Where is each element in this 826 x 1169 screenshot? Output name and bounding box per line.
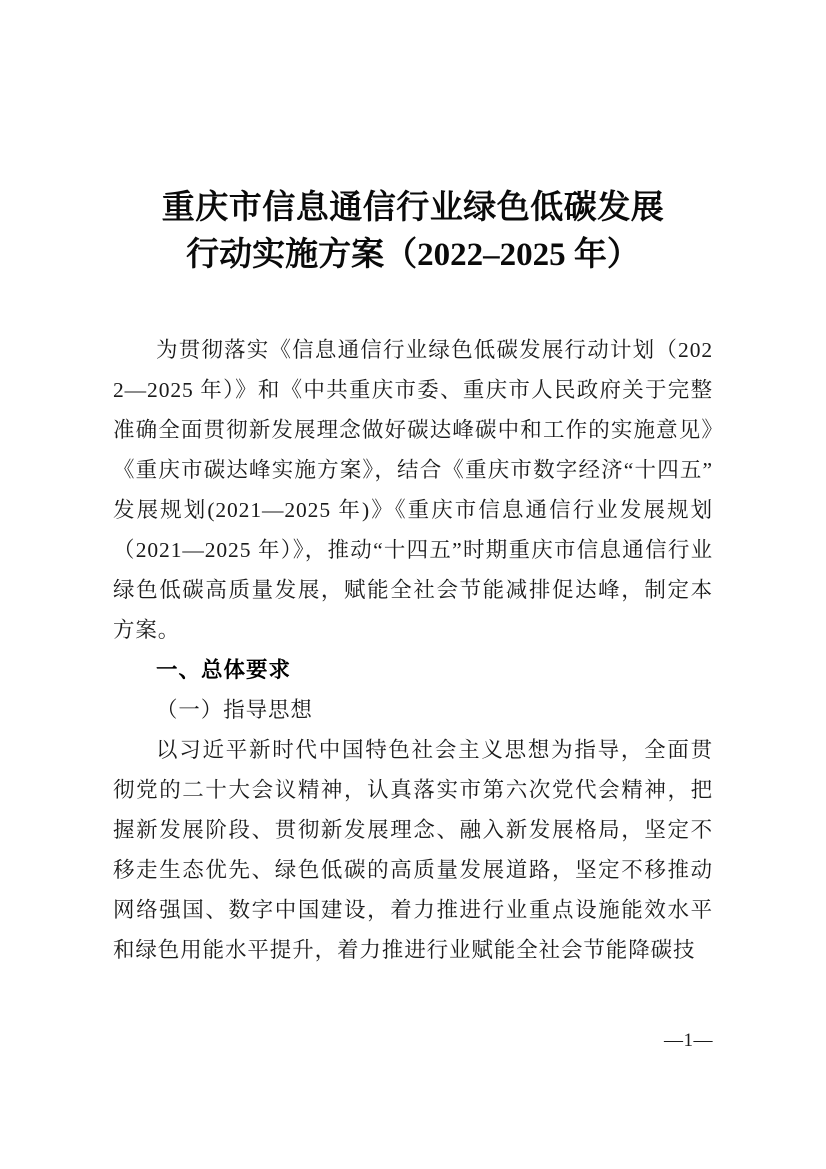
paragraph-guiding-ideology-body: 以习近平新时代中国特色社会主义思想为指导，全面贯彻党的二十大会议精神，认真落实市第六次党代会精神，把握新发展阶段、贯彻新发展理念、融入新发展格局，坚定不移走生态优先、绿色低碳的高质量发展道路，坚定不移推动网络强国、数字中国建设，着力推进行业重点设施能效水平和绿色用能水平提升，着力推进行业赋能全社会节能降碳技 (113, 738, 713, 962)
subsection-heading-guiding-ideology: （一）指导思想 (156, 698, 313, 722)
section-heading-overall-requirements: 一、总体要求 (156, 658, 292, 682)
document-title-line-2: 行动实施方案（2022–2025 年） (186, 237, 640, 274)
document-body (113, 330, 713, 970)
document-title (113, 185, 713, 279)
page-number: —1— (664, 1030, 713, 1051)
document-title-line-1: 重庆市信息通信行业绿色低碳发展 (161, 190, 665, 227)
paragraph-preamble: 为贯彻落实《信息通信行业绿色低碳发展行动计划（2022—2025 年）》和《中共重庆市委、重庆市人民政府关于完整准确全面贯彻新发展理念做好碳达峰碳中和工作的实施意见》《重庆市碳达峰实施方案》，结合《重庆市数字经济“十四五”发展规划(2021—2025 年)》《重庆市信息通信行业发展规划（2021—2025 年）》，推动“十四五”时期重庆市信息通信行业绿色低碳高质量发展，赋能全社会节能减排促达峰，制定本方案。 (113, 338, 713, 642)
